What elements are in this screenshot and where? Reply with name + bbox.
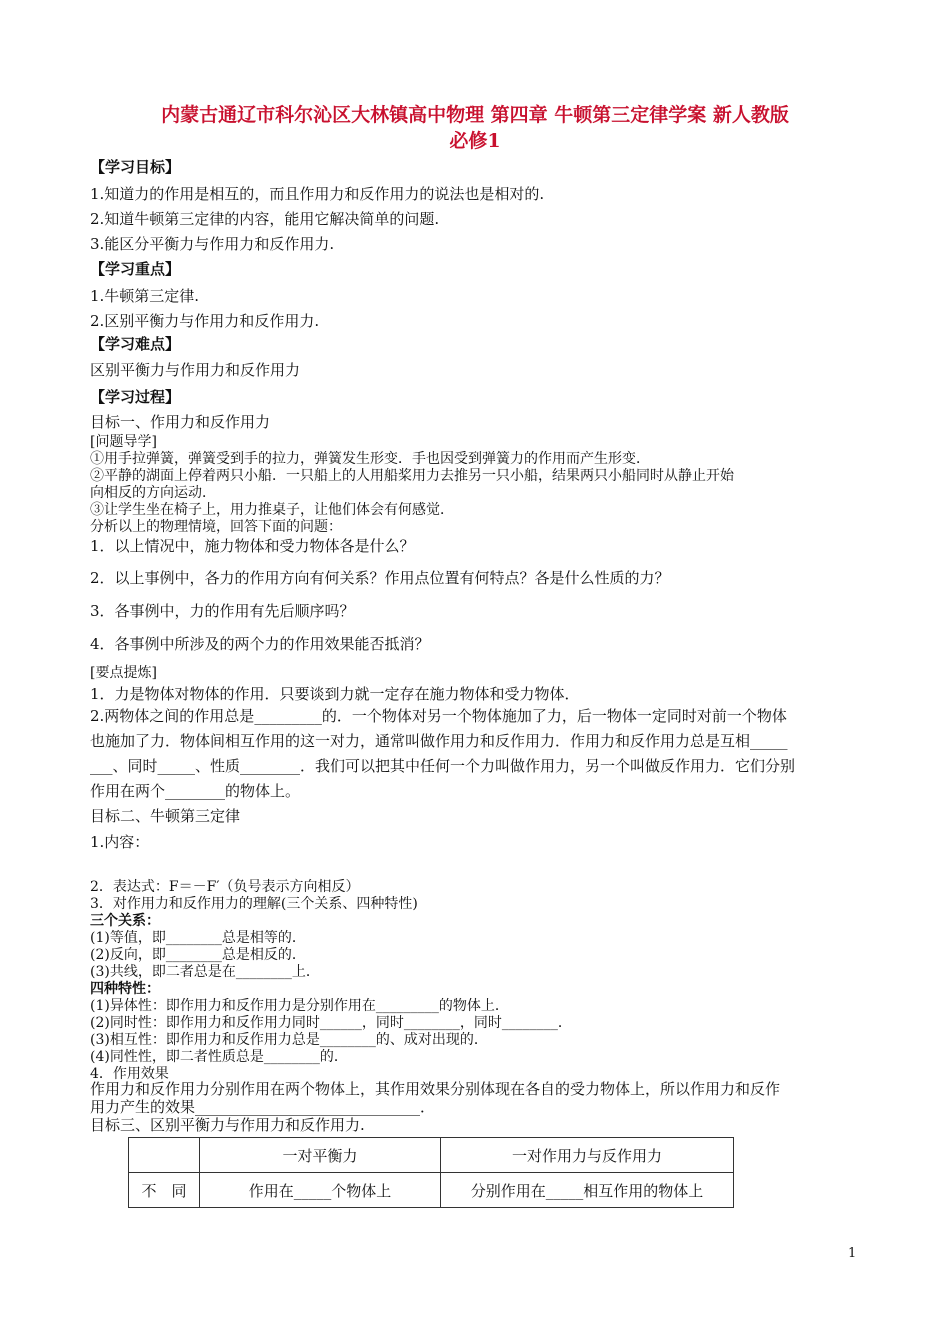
three-relations-heading: 三个关系： (90, 913, 160, 929)
summary-label: [要点提炼] (90, 665, 157, 681)
summary-line: 2.两物体之间的作用总是_________的．一个物体对另一个物体施加了力，后一物体一定同时对前一个物体 (90, 707, 787, 725)
effect-line: 用力产生的效果______________________________． (90, 1098, 436, 1116)
case-line: ②平静的湖面上停着两只小船．一只船上的人用船桨用力去推另一只小船，结果两只小船同时从静止开始 (90, 468, 734, 484)
relation-item: (3)共线，即二者总是在________上． (90, 964, 320, 980)
relation-item: (1)等值，即________总是相等的． (90, 930, 306, 946)
keypoint-item: 1.牛顿第三定律. (90, 287, 200, 305)
property-item: (2)同时性：即作用力和反作用力同时______，同时________，同时________． (90, 1015, 572, 1031)
table-cell: 不 同 (129, 1173, 200, 1208)
understanding-line: 3．对作用力和反作用力的理解(三个关系、四种特性) (90, 896, 418, 912)
objective-item: 2.知道牛顿第三定律的内容，能用它解决简单的问题. (90, 210, 440, 228)
objective-item: 3.能区分平衡力与作用力和反作用力. (90, 235, 335, 253)
table-cell: 分别作用在_____相互作用的物体上 (441, 1173, 734, 1208)
objectives-heading: 【学习目标】 (90, 158, 181, 176)
case-line: ①用手拉弹簧，弹簧受到手的拉力，弹簧发生形变．手也因受到弹簧力的作用而产生形变． (90, 451, 650, 467)
question-item: 3．各事例中，力的作用有先后顺序吗？ (90, 602, 355, 620)
objective-item: 1.知道力的作用是相互的，而且作用力和反作用力的说法也是相对的. (90, 185, 545, 203)
table-row (129, 1173, 734, 1208)
keypoint-item: 2.区别平衡力与作用力和反作用力. (90, 312, 320, 330)
doc-title-line1: 内蒙古通辽市科尔沁区大林镇高中物理 第四章 牛顿第三定律学案 新人教版 (161, 104, 789, 126)
guide-label: [问题导学] (90, 434, 157, 450)
property-item: (3)相互性：即作用力和反作用力总是________的、成对出现的． (90, 1032, 488, 1048)
case-line: ③让学生坐在椅子上，用力推桌子，让他们体会有何感觉． (90, 502, 454, 518)
question-item: 1．以上情况中，施力物体和受力物体各是什么？ (90, 537, 415, 555)
goal-three-title: 目标三、区别平衡力与作用力和反作用力. (90, 1116, 365, 1134)
difficulty-heading: 【学习难点】 (90, 335, 181, 353)
table-header-cell: 一对作用力与反作用力 (441, 1138, 734, 1173)
formula-line: 2．表达式：F＝－F′（负号表示方向相反） (90, 879, 360, 895)
keypoints-heading: 【学习重点】 (90, 260, 181, 278)
page-number: 1 (848, 1246, 857, 1261)
goal-two-title: 目标二、牛顿第三定律 (90, 807, 241, 825)
summary-line: 1．力是物体对物体的作用．只要谈到力就一定存在施力物体和受力物体． (90, 685, 580, 703)
doc-title-line2: 必修1 (449, 130, 501, 152)
relation-item: (2)反向，即________总是相反的． (90, 947, 306, 963)
case-line: 分析以上的物理情境，回答下面的问题： (90, 519, 342, 535)
summary-line: 作用在两个________的物体上。 (90, 782, 301, 800)
table-header-row (129, 1138, 734, 1173)
summary-line: ___、同时_____、性质________．我们可以把其中任何一个力叫做作用力，另一个叫做反作用力．它们分别 (90, 757, 796, 775)
question-item: 4．各事例中所涉及的两个力的作用效果能否抵消？ (90, 635, 430, 653)
question-item: 2．以上事例中，各力的作用方向有何关系？作用点位置有何特点？各是什么性质的力？ (90, 569, 670, 587)
difficulty-text: 区别平衡力与作用力和反作用力 (90, 361, 301, 379)
comparison-table (128, 1137, 734, 1208)
table-header-cell (129, 1138, 200, 1173)
property-item: (4)同性性，即二者性质总是________的． (90, 1049, 348, 1065)
table-cell: 作用在_____个物体上 (200, 1173, 441, 1208)
process-heading: 【学习过程】 (90, 388, 181, 406)
effect-line: 作用力和反作用力分别作用在两个物体上，其作用效果分别体现在各自的受力物体上，所以作用力和反作 (90, 1080, 781, 1098)
four-properties-heading: 四种特性： (90, 981, 160, 997)
case-line: 向相反的方向运动． (90, 485, 216, 501)
table-header-cell: 一对平衡力 (200, 1138, 441, 1173)
goal-one-title: 目标一、作用力和反作用力 (90, 413, 271, 431)
effect-label: 4．作用效果 (90, 1066, 169, 1082)
content-label: 1.内容： (90, 833, 150, 851)
property-item: (1)异体性：即作用力和反作用力是分别作用在_________的物体上． (90, 998, 509, 1014)
summary-line: 也施加了力．物体间相互作用的这一对力，通常叫做作用力和反作用力．作用力和反作用力总是互相_____ (90, 732, 788, 750)
